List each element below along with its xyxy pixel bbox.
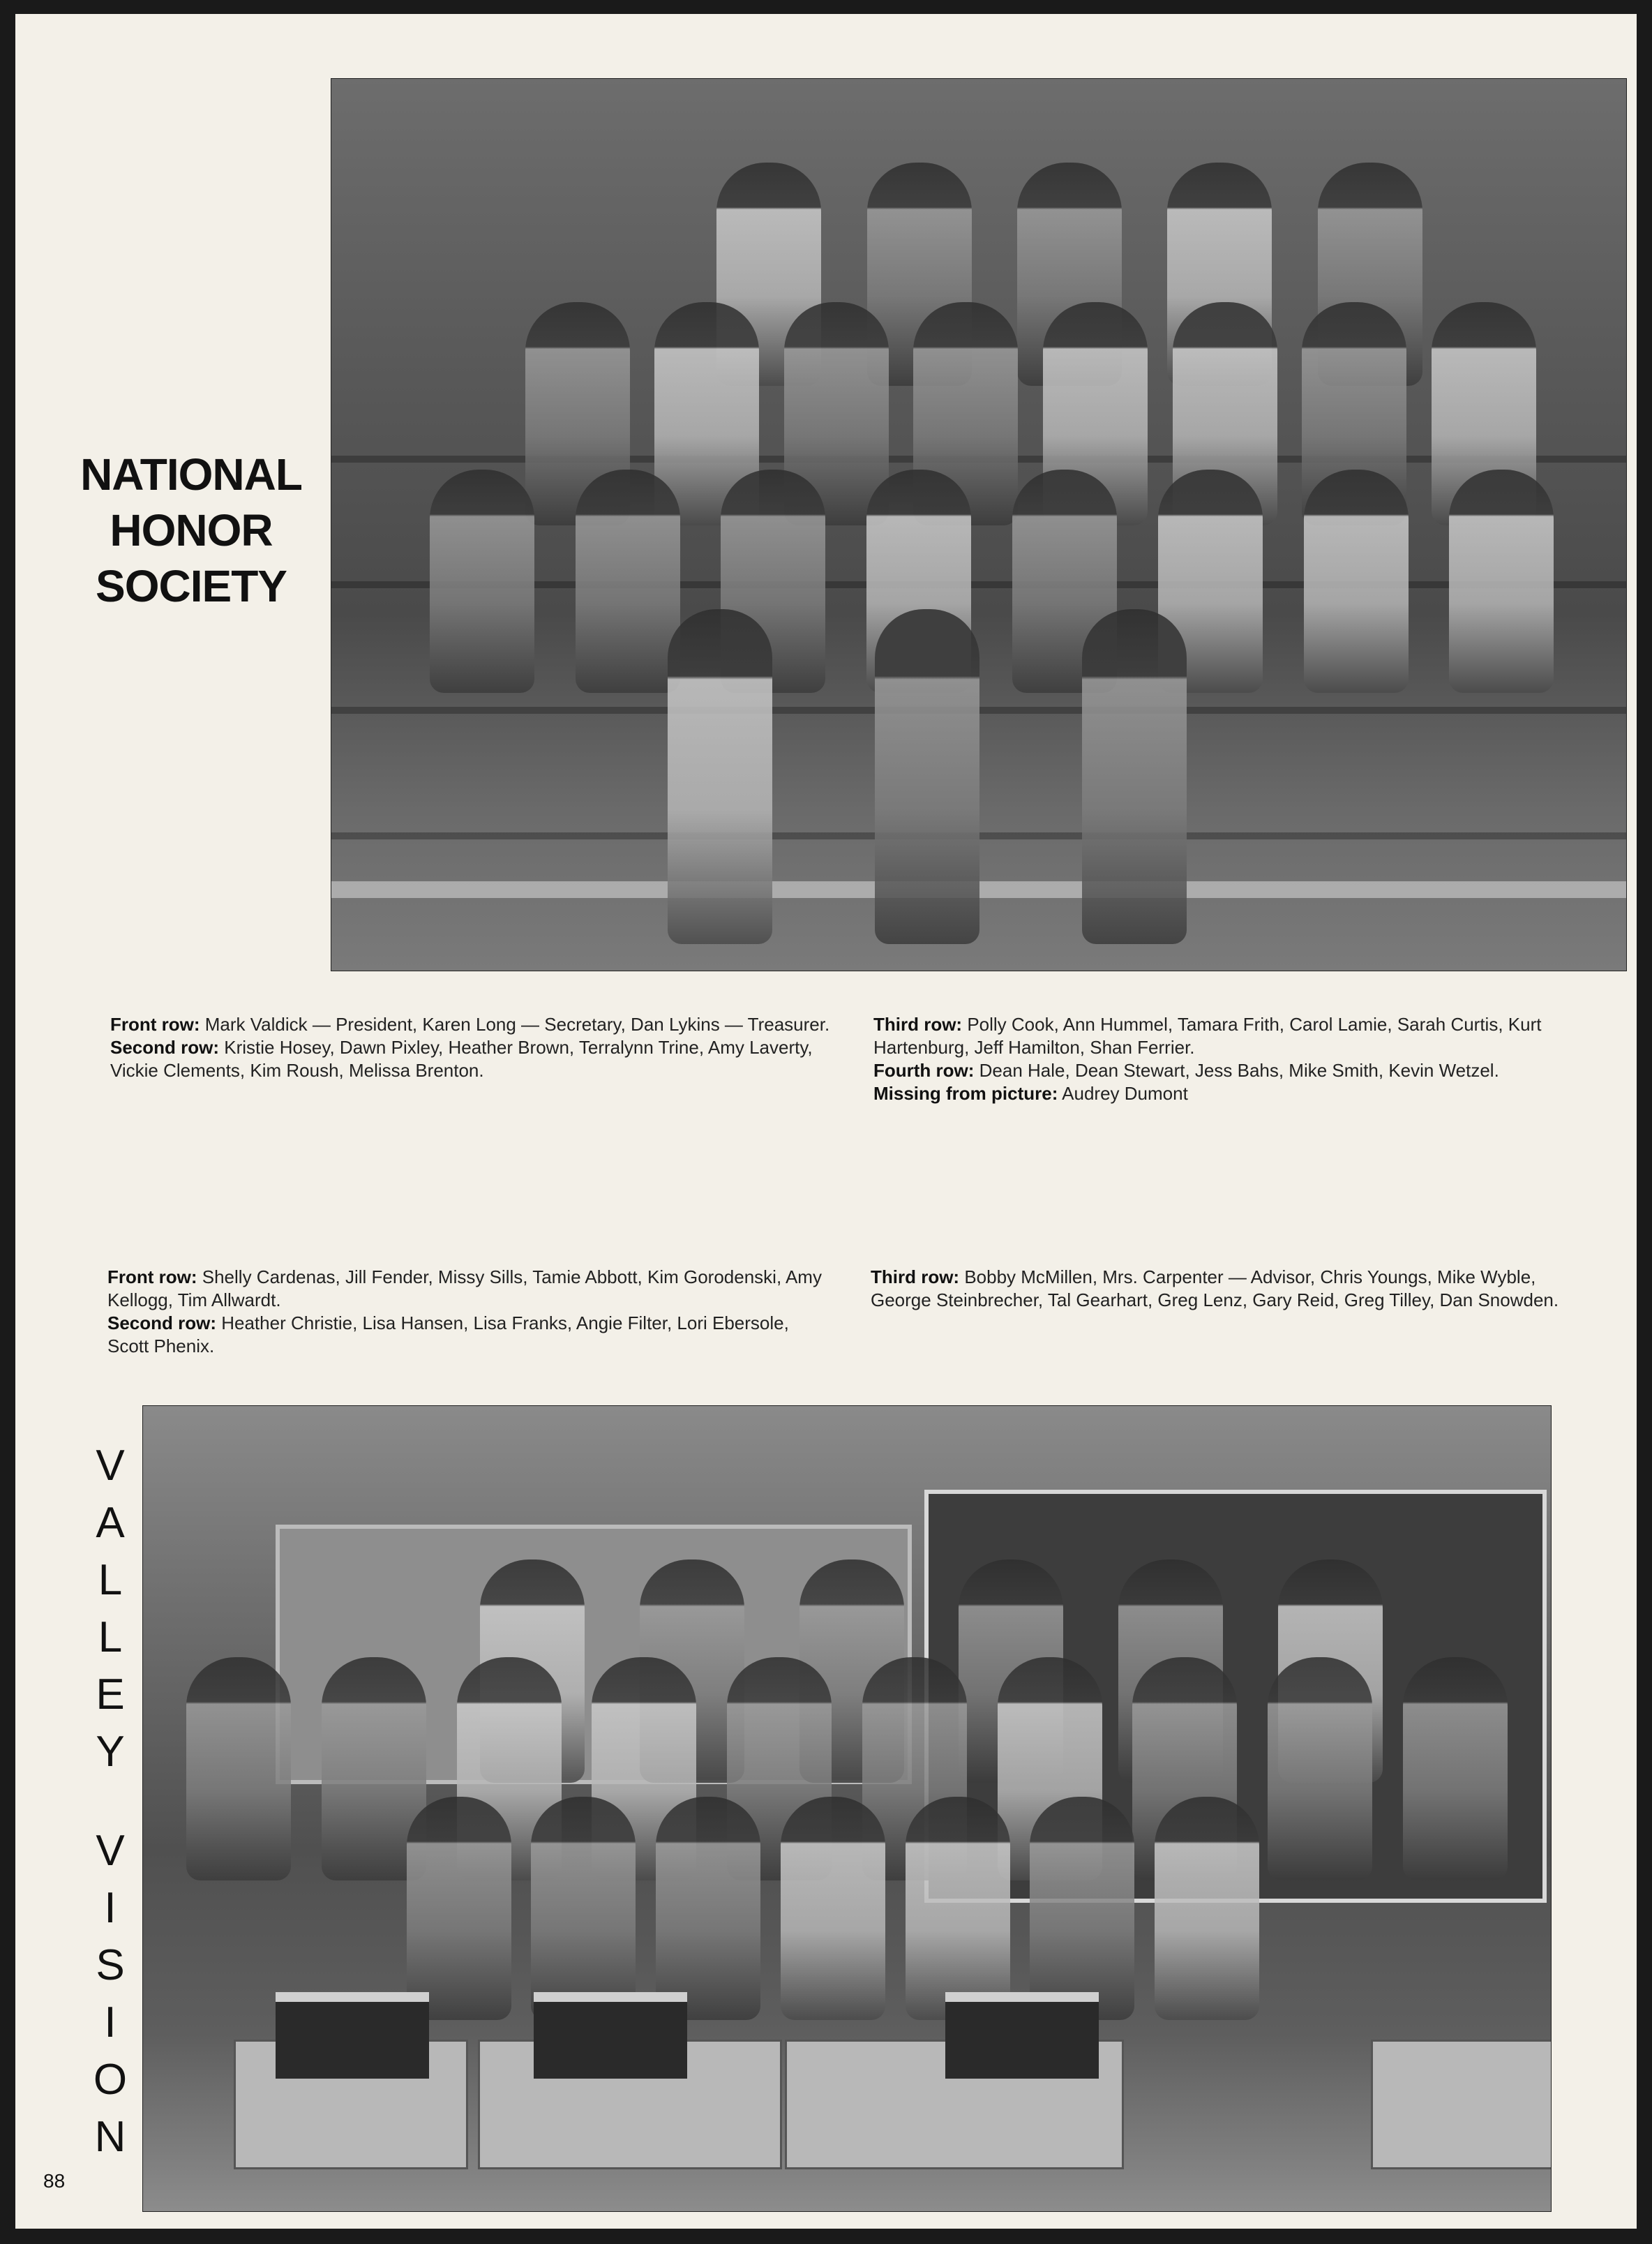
caption-label: Missing from picture: [873, 1083, 1058, 1104]
page-number: 88 [43, 2170, 66, 2192]
nhs-title [66, 447, 317, 614]
vv-title-letter: I [104, 1884, 117, 1932]
vv-title-word [82, 1823, 138, 2166]
nhs-title-line: NATIONAL [80, 449, 302, 500]
nhs-title-line: HONOR [110, 505, 273, 555]
caption-text: Kristie Hosey, Dawn Pixley, Heather Brown, Terralynn Trine, Amy Laverty, Vickie Clements, Kim Roush, Melissa Brenton. [110, 1037, 813, 1081]
vv-title-letter: V [96, 1442, 125, 1490]
caption-text: Heather Christie, Lisa Hansen, Lisa Franks, Angie Filter, Lori Ebersole, Scott Phenix. [107, 1312, 789, 1356]
vv-caption-left [107, 1266, 833, 1358]
vv-title-letter: S [96, 1941, 125, 1989]
caption-label: Second row: [107, 1312, 217, 1333]
caption-label: Third row: [873, 1014, 963, 1035]
nhs-caption-right [873, 1013, 1599, 1105]
caption-text: Audrey Dumont [1058, 1083, 1188, 1104]
caption-label: Front row: [110, 1014, 200, 1035]
caption-text: Bobby McMillen, Mrs. Carpenter — Advisor, Chris Youngs, Mike Wyble, George Steinbrecher, Tal Gearhart, Greg Lenz, Gary Reid, Greg Tilley, Dan Snowden. [871, 1266, 1559, 1310]
caption-label: Front row: [107, 1266, 197, 1287]
nhs-group-photo [331, 78, 1627, 971]
nhs-caption-left [110, 1013, 836, 1082]
vv-title-letter: O [93, 2056, 128, 2104]
vv-vertical-title [82, 1437, 138, 2166]
vv-caption-right [871, 1266, 1596, 1312]
yearbook-page [15, 14, 1637, 2229]
caption-label: Third row: [871, 1266, 960, 1287]
caption-label: Second row: [110, 1037, 220, 1058]
vv-title-word [82, 1437, 138, 1781]
caption-text: Mark Valdick — President, Karen Long — Secretary, Dan Lykins — Treasurer. [200, 1014, 830, 1035]
vv-group-photo [142, 1405, 1552, 2212]
caption-text: Dean Hale, Dean Stewart, Jess Bahs, Mike Smith, Kevin Wetzel. [974, 1060, 1499, 1081]
vv-title-letter: N [94, 2113, 126, 2161]
vv-title-letter: Y [96, 1728, 125, 1776]
caption-text: Shelly Cardenas, Jill Fender, Missy Sills, Tamie Abbott, Kim Gorodenski, Amy Kellogg, Tim Allwardt. [107, 1266, 822, 1310]
vv-title-letter: I [104, 1998, 117, 2047]
vv-title-letter: E [96, 1670, 125, 1719]
vv-title-letter: L [98, 1613, 123, 1661]
vv-title-letter: A [96, 1499, 125, 1547]
vv-title-letter: L [98, 1556, 123, 1604]
caption-label: Fourth row: [873, 1060, 975, 1081]
nhs-title-line: SOCIETY [96, 561, 287, 611]
vv-title-letter: V [96, 1827, 125, 1875]
caption-text: Polly Cook, Ann Hummel, Tamara Frith, Carol Lamie, Sarah Curtis, Kurt Hartenburg, Jeff Hamilton, Shan Ferrier. [873, 1014, 1542, 1058]
